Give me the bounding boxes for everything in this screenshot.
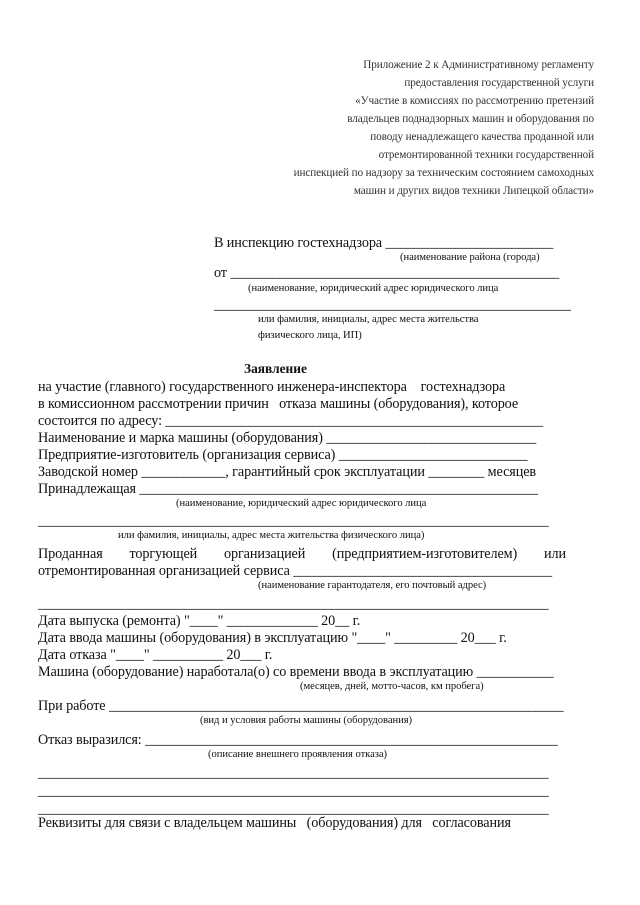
failure-caption: (описание внешнего проявления отказа) [208, 749, 387, 760]
appendix-line: поводу ненадлежащего качества проданной или [370, 131, 594, 143]
serial-warranty-field[interactable]: Заводской номер ____________, гарантийный срок эксплуатации ________ месяцев [38, 464, 537, 480]
service-org-field[interactable]: отремонтированная организацией сервиса _____________________________________ [38, 563, 553, 579]
owner-person-caption: или фамилия, инициалы, адрес места жительства физического лица) [118, 530, 425, 541]
from-field-continuation[interactable]: ___________________________________________________ [214, 297, 571, 313]
address-field[interactable]: состоится по адресу: ______________________________________________________ [38, 413, 544, 429]
failure-date-field[interactable]: Дата отказа "____" __________ 20___ г. [38, 647, 273, 663]
failure-field-continuation[interactable]: _________________________________________________________________________ [38, 765, 549, 781]
appendix-line: инспекцией по надзору за техническим состоянием самоходных [293, 167, 594, 179]
appendix-line: предоставления государственной услуги [404, 77, 594, 89]
failure-field-continuation[interactable]: _________________________________________________________________________ [38, 783, 549, 799]
machine-name-field[interactable]: Наименование и марка машины (оборудования) ______________________________ [38, 430, 537, 446]
appendix-line: машин и других видов техники Липецкой области» [353, 185, 594, 197]
guarantor-caption: (наименование гарантодателя, его почтовый адрес) [258, 580, 487, 591]
manufacturer-field[interactable]: Предприятие-изготовитель (организация сервиса) ___________________________ [38, 447, 528, 463]
statement-title: Заявление [244, 361, 307, 376]
appendix-line: отремонтированной техники государственной [378, 149, 594, 161]
from-caption: (наименование, юридический адрес юридического лица [248, 283, 499, 294]
appendix-line: владельцев поднадзорных машин и оборудования по [347, 113, 594, 125]
sold-by-text: Проданная торгующей организацией (предприятием-изготовителем) или [38, 546, 566, 562]
operation-field[interactable]: При работе _________________________________________________________________ [38, 698, 564, 714]
inspection-caption: (наименование района (города) [400, 252, 540, 263]
failure-description-field[interactable]: Отказ выразился: ___________________________________________________________ [38, 732, 558, 748]
contact-details-text: Реквизиты для связи с владельцем машины (оборудования) для согласования [38, 815, 511, 831]
person-caption: физического лица, ИП) [258, 330, 362, 341]
owner-caption: (наименование, юридический адрес юридического лица [176, 498, 427, 509]
inspection-field[interactable]: В инспекцию гостехнадзора ________________________ [214, 235, 554, 251]
commission-date-field[interactable]: Дата ввода машины (оборудования) в эксплуатацию "____" _________ 20___ г. [38, 630, 507, 646]
from-field[interactable]: от _______________________________________________ [214, 265, 560, 281]
guarantor-field-continuation[interactable]: _________________________________________________________________________ [38, 596, 549, 612]
owner-field[interactable]: Принадлежащая _________________________________________________________ [38, 481, 539, 497]
person-caption: или фамилия, инициалы, адрес места жительства [258, 314, 479, 325]
release-date-field[interactable]: Дата выпуска (ремонта) "____" _____________ 20__ г. [38, 613, 361, 629]
appendix-line: Приложение 2 к Административному регламенту [363, 59, 594, 71]
appendix-line: «Участие в комиссиях по рассмотрению претензий [355, 95, 594, 107]
owner-field-continuation[interactable]: _________________________________________________________________________ [38, 513, 549, 529]
failure-field-continuation[interactable]: _________________________________________________________________________ [38, 801, 549, 817]
operating-time-field[interactable]: Машина (оборудование) наработала(о) со времени ввода в эксплуатацию ___________ [38, 664, 554, 680]
operation-caption: (вид и условия работы машины (оборудования) [200, 715, 413, 726]
statement-intro: в комиссионном рассмотрении причин отказа машины (оборудования), которое [38, 396, 519, 412]
operating-time-caption: (месяцев, дней, мотто-часов, км пробега) [300, 681, 484, 692]
statement-intro: на участие (главного) государственного инженера-инспектора гостехнадзора [38, 379, 506, 395]
